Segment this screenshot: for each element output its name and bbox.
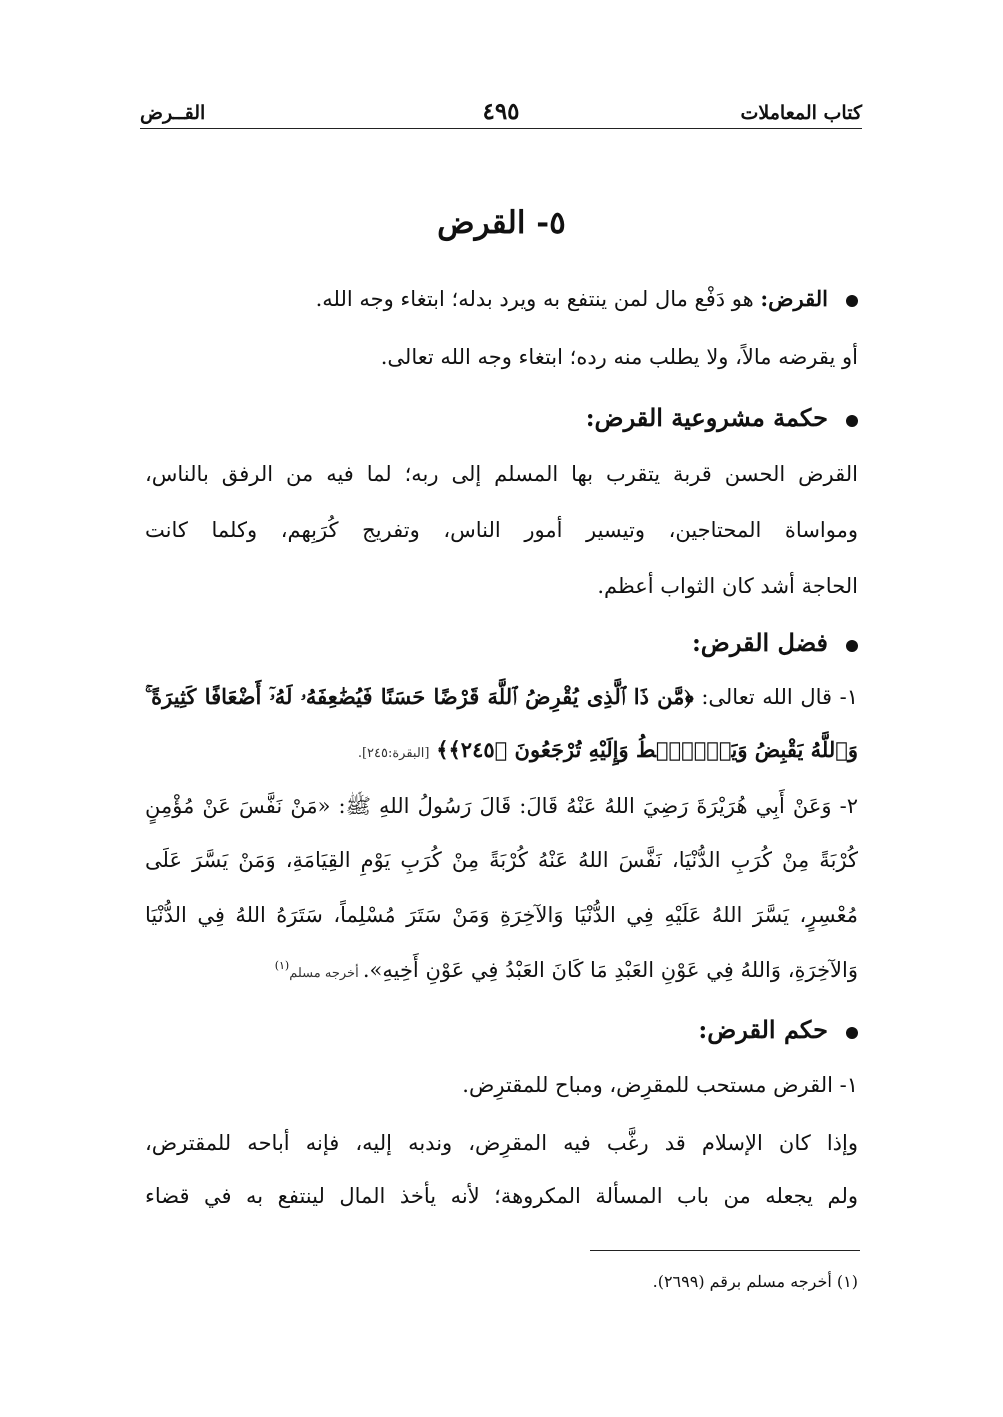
bullet-icon [846, 1027, 858, 1039]
hadith-source: أخرجه مسلم [289, 966, 363, 981]
hadith-line: مُعْسِرٍ، يَسَّرَ اللهُ عَلَيْهِ فِي الدُّنْيَا وَالآخِرَةِ وَمَنْ سَتَرَ مُسْلِماً، سَتَرَهُ اللهُ فِي الدُّنْيَا [145, 903, 858, 927]
bullet-icon [846, 295, 858, 307]
footnote-marker: (١) [274, 959, 290, 972]
definition-text: هو دَفْع مال لمن ينتفع به ويرد بدله؛ ابتغاء وجه الله. [315, 287, 761, 311]
paragraph-line: الحاجة أشد كان الثواب أعظم. [597, 574, 858, 598]
verse-reference: [البقرة:٢٤٥]. [357, 746, 430, 761]
page-number: ٤٩٥ [482, 98, 520, 125]
verse-line [145, 684, 858, 710]
book-title: كتاب المعاملات [740, 102, 862, 124]
bullet-icon [846, 415, 858, 427]
header-divider [140, 128, 862, 129]
paragraph-line: ولم يجعله من باب المسألة المكروهة؛ لأنه يأخذ المال لينتفع به في قضاء [145, 1184, 858, 1208]
section-title: ٥- القرض [437, 205, 566, 241]
paragraph-line: وإذا كان الإسلام قد رغَّب فيه المقرِض، وندبه إليه، فإنه أباحه للمقترض، [145, 1131, 858, 1155]
virtue-heading-line [692, 628, 858, 657]
footnote-divider [590, 1250, 860, 1251]
definition-term: القرض: [760, 286, 828, 311]
paragraph-line: القرض الحسن قربة يتقرب بها المسلم إلى ربه؛ لما فيه من الرفق بالناس، [145, 462, 858, 486]
virtue-heading: فضل القرض: [691, 628, 828, 657]
verse-line [358, 737, 858, 762]
verse-text: وَٱللَّهُ يَقْبِضُ وَيَبْۜصُۜطُ وَإِلَيْهِ تُرْجَعُونَ ﴿٢٤٥﴾﴾ [436, 737, 858, 762]
definition-line [316, 286, 858, 311]
ruling-heading: حكم القرض: [698, 1015, 828, 1044]
verse-text: ﴿مَّن ذَا ٱلَّذِى يُقْرِضُ ٱللَّهَ قَرْضًا حَسَنًا فَيُضَٰعِفَهُۥ لَهُۥٓ أَضْعَافًا كَثِيرَةً ۚ [145, 684, 694, 709]
wisdom-heading-line [586, 403, 858, 432]
ruling-heading-line [698, 1015, 858, 1044]
bullet-icon [846, 640, 858, 652]
hadith-line: ٢- وَعَنْ أَبِي هُرَيْرَةَ رَضِيَ اللهُ عَنْهُ قَالَ: قَالَ رَسُولُ اللهِ ﷺ: «مَنْ نَفَّسَ عَنْ مُؤْمِنٍ [145, 794, 858, 818]
hadith-text: وَالآخِرَةِ، وَاللهُ فِي عَوْنِ العَبْدِ مَا كَانَ العَبْدُ فِي عَوْنِ أَخِيهِ». [362, 958, 858, 982]
footnote: (١) أخرجه مسلم برقم (٢٦٩٩). [652, 1272, 858, 1291]
verse-intro: ١- قال الله تعالى: [693, 685, 858, 709]
ruling-point: ١- القرض مستحب للمقرِض، ومباح للمقترِض. [462, 1073, 858, 1097]
hadith-line [275, 958, 858, 982]
page-header [140, 98, 862, 132]
wisdom-heading: حكمة مشروعية القرض: [585, 403, 828, 432]
section-name: القــرض [140, 102, 206, 124]
paragraph-line: ومواساة المحتاجين، وتيسير أمور الناس، وتفريج كُرَبِهم، وكلما كانت [145, 518, 858, 542]
definition-alternate: أو يقرضه مالاً، ولا يطلب منه رده؛ ابتغاء وجه الله تعالى. [380, 345, 858, 369]
hadith-line: كُرْبَةً مِنْ كُرَبِ الدُّنْيَا، نَفَّسَ اللهُ عَنْهُ كُرْبَةً مِنْ كُرَبِ يَوْمِ القِيَامَةِ، وَمَنْ يَسَّرَ عَلَى [145, 848, 858, 872]
